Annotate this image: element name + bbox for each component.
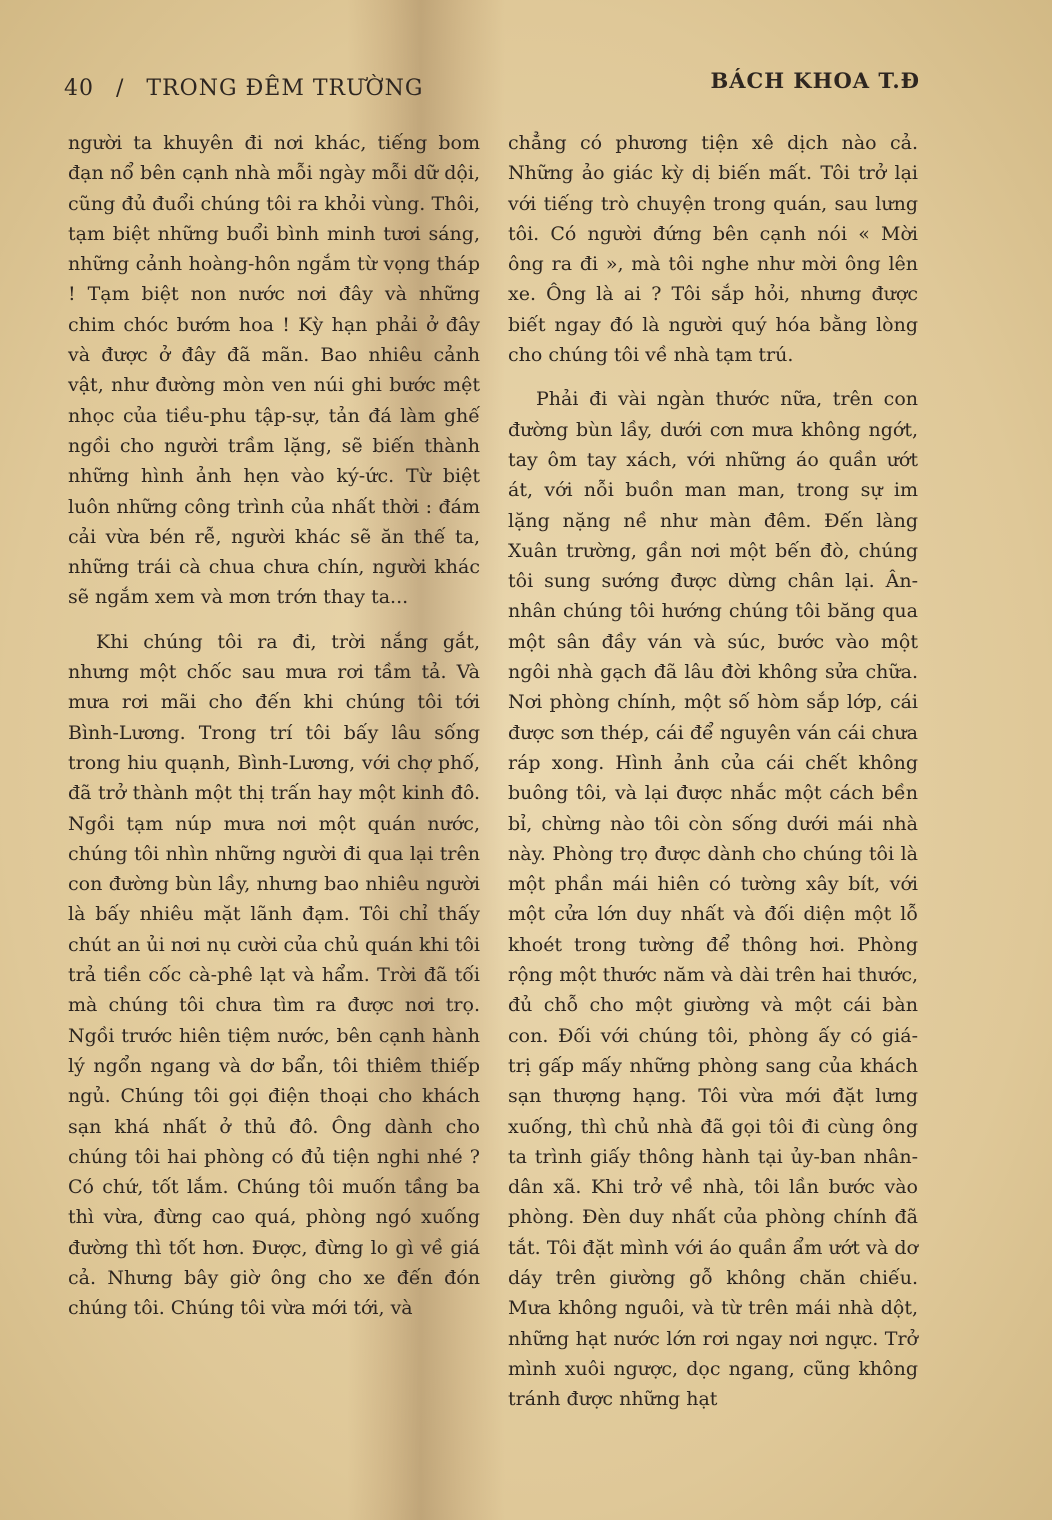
- paragraph: Phải đi vài ngàn thước nữa, trên con đường bùn lầy, dưới cơn mưa không ngớt, tay ôm tay xách, với những áo quần ướt át, với nỗi buồn man man, trong sự im lặng nặng nề như màn đêm. Đến làng Xuân trường, gần nơi một bến đò, chúng tôi sung sướng được dừng chân lại. Ân- nhân chúng tôi hướng chúng tôi băng qua một sân đầy ván và súc, bước vào một ngôi nhà gạch đã lâu đời không sửa chữa. Nơi phòng chính, một số hòm sắp lớp, cái được sơn thép, cái để nguyên ván cái chưa ráp xong. Hình ảnh của cái chết không buông tôi, và lại được nhắc một cách bền bỉ, chừng nào tôi còn sống dưới mái nhà này. Phòng trọ được dành cho chúng tôi là một phần mái hiên có tường xây bít, với một cửa lớn duy nhất và đối diện một lỗ khoét trong tường để thông hơi. Phòng rộng một thước năm và dài trên hai thước, đủ chỗ cho một giường và một cái bàn con. Đối với chúng tôi, phòng ấy có giá- trị gấp mấy những phòng sang của khách sạn thượng hạng. Tôi vừa mới đặt lưng xuống, thì chủ nhà đã gọi tôi đi cùng ông ta trình giấy thông hành tại ủy-ban nhân- dân xã. Khi trở về nhà, tôi lần bước vào phòng. Đèn duy nhất của phòng chính đã tắt. Tôi đặt mình với áo quần ẩm ướt và dơ dáy trên giường gỗ không chăn chiếu. Mưa không nguôi, và từ trên mái nhà dột, những hạt nước lớn rơi ngay nơi ngực. Trở mình xuôi ngược, dọc ngang, cũng không tránh được những hạt: [508, 388, 918, 1411]
- page-number: 40: [64, 76, 94, 101]
- paragraph: người ta khuyên đi nơi khác, tiếng bom đạn nổ bên cạnh nhà mỗi ngày mỗi dữ dội, cũng đủ đuổi chúng tôi ra khỏi vùng. Thôi, tạm biệt những buổi bình minh tươi sáng, những cảnh hoàng-hôn ngắm từ vọng tháp ! Tạm biệt non nước nơi đây và những chim chóc bướm hoa ! Kỳ hạn phải ở đây và được ở đây đã mãn. Bao nhiêu cảnh vật, như đường mòn ven núi ghi bước mệt nhọc của tiều-phu tập-sự, tản đá làm ghế ngồi cho người trầm lặng, sẽ biến thành những hình ảnh hẹn vào ký-ức. Từ biệt luôn những công trình của nhất thời : đám cải vừa bén rễ, người khác sẽ ăn thế ta, những trái cà chua chưa chín, người khác sẽ ngắm xem và mơn trớn thay ta...: [68, 132, 480, 609]
- page-header: [64, 68, 920, 108]
- journal-title: BÁCH KHOA T.Đ: [710, 68, 920, 93]
- paragraph: chẳng có phương tiện xê dịch nào cả. Những ảo giác kỳ dị biến mất. Tôi trở lại với tiếng trò chuyện trong quán, sau lưng tôi. Có người đứng bên cạnh nói « Mời ông ra đi », mà tôi nghe như mời ông lên xe. Ông là ai ? Tôi sắp hỏi, nhưng được biết ngay đó là người quý hóa bằng lòng cho chúng tôi về nhà tạm trú.: [508, 132, 918, 367]
- header-separator: /: [116, 76, 125, 101]
- paragraph: Khi chúng tôi ra đi, trời nắng gắt, nhưng một chốc sau mưa rơi tầm tả. Và mưa rơi mãi cho đến khi chúng tôi tới Bình-Lương. Trong trí tôi bấy lâu sống trong hiu quạnh, Bình-Lương, với chợ phố, đã trở thành một thị trấn hay một kinh đô. Ngồi tạm núp mưa nơi một quán nước, chúng tôi nhìn những người đi qua lại trên con đường bùn lầy, nhưng bao nhiêu người là bấy nhiêu mặt lãnh đạm. Tôi chỉ thấy chút an ủi nơi nụ cười của chủ quán khi tôi trả tiền cốc cà-phê lạt và hẩm. Trời đã tối mà chúng tôi chưa tìm ra được nơi trọ. Ngồi trước hiên tiệm nước, bên cạnh hành lý ngổn ngang và dơ bẩn, tôi thiêm thiếp ngủ. Chúng tôi gọi điện thoại cho khách sạn khá nhất ở thủ đô. Ông dành cho chúng tôi hai phòng có đủ tiện nghi nhé ? Có chứ, tốt lắm. Chúng tôi muốn tầng ba thì vừa, đừng cao quá, phòng ngó xuống đường thì tốt hơn. Được, đừng lo gì về giá cả. Nhưng bây giờ ông cho xe đến đón chúng tôi. Chúng tôi vừa mới tới, và: [68, 630, 480, 1320]
- running-head-left: [64, 76, 424, 101]
- section-title: TRONG ĐÊM TRƯỜNG: [146, 76, 424, 101]
- left-column: [68, 128, 480, 1324]
- right-column: [508, 128, 918, 1414]
